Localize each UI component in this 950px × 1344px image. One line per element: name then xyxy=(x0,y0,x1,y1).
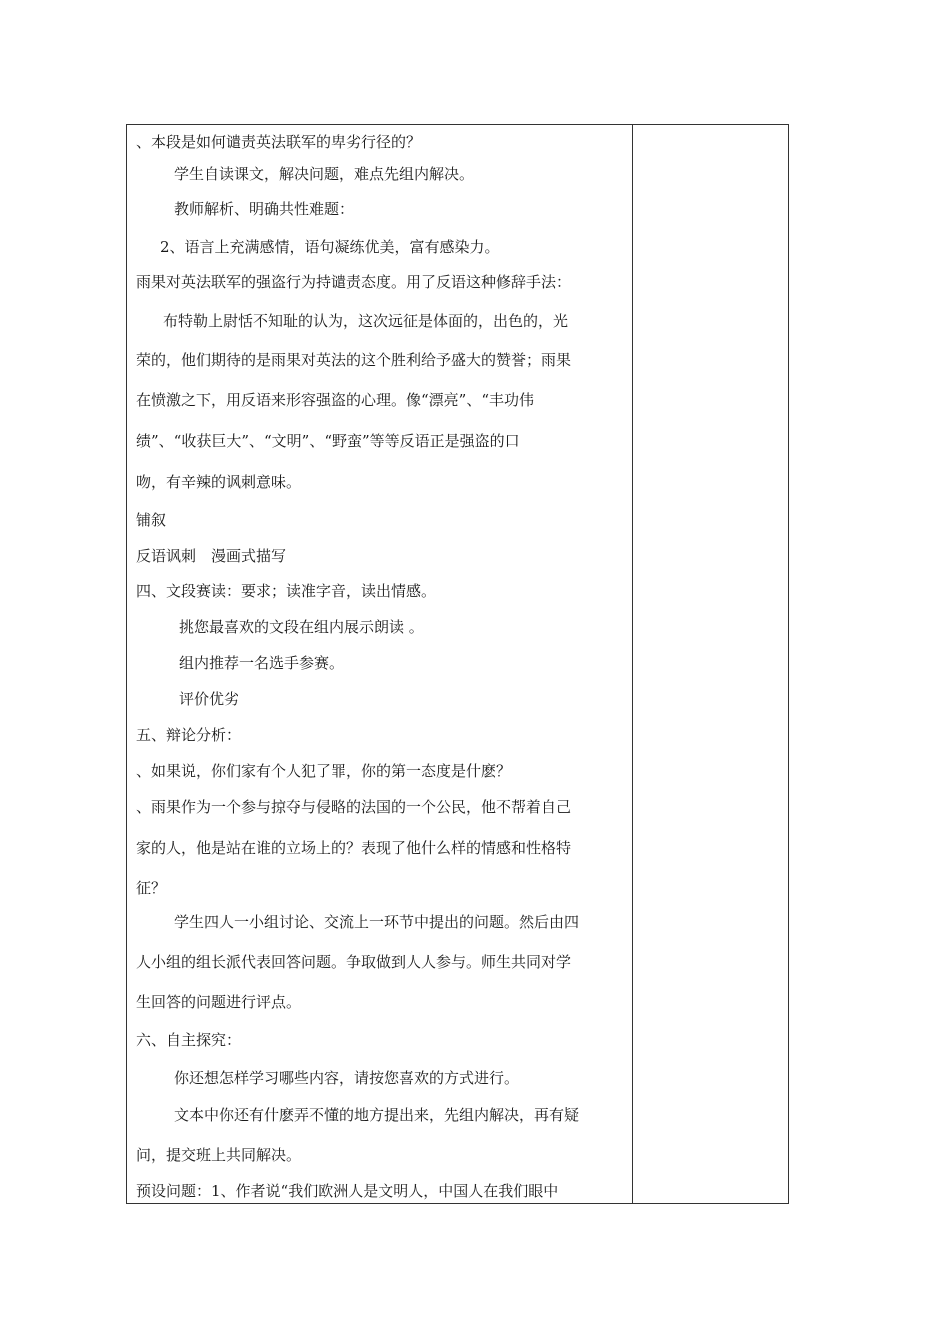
text-line: 布特勒上尉恬不知耻的认为，这次远征是体面的，出色的，光 xyxy=(163,312,569,330)
text-line: 预设问题：1、作者说“我们欧洲人是文明人，中国人在我们眼中 xyxy=(136,1182,559,1200)
text-line: 家的人，他是站在谁的立场上的？表现了他什么样的情感和性格特 xyxy=(136,839,572,857)
text-line: 评价优劣 xyxy=(179,690,240,708)
text-line: 征？ xyxy=(136,879,167,897)
text-line: 2、语言上充满感情，语句凝练优美，富有感染力。 xyxy=(160,238,500,256)
text-line: 四、文段赛读：要求；读准字音，读出情感。 xyxy=(136,582,437,600)
text-line: 在愤激之下，用反语来形容强盗的心理。像“漂亮”、“丰功伟 xyxy=(136,391,535,409)
text-line: 文本中你还有什麽弄不懂的地方提出来，先组内解决，再有疑 xyxy=(174,1106,580,1124)
text-line: 、本段是如何谴责英法联军的卑劣行径的？ xyxy=(136,133,422,151)
column-divider xyxy=(632,125,633,1203)
text-line: 绩”、“收获巨大”、“文明”、“野蛮”等等反语正是强盗的口 xyxy=(136,432,520,450)
text-line: 、雨果作为一个参与掠夺与侵略的法国的一个公民，他不帮着自己 xyxy=(136,798,572,816)
text-line: 吻，有辛辣的讽刺意味。 xyxy=(136,473,302,491)
text-line: 挑您最喜欢的文段在组内展示朗读 。 xyxy=(179,618,424,636)
text-line: 学生四人一小组讨论、交流上一环节中提出的问题。然后由四 xyxy=(174,913,580,931)
text-line: 荣的，他们期待的是雨果对英法的这个胜利给予盛大的赞誉；雨果 xyxy=(136,351,572,369)
text-line: 生回答的问题进行评点。 xyxy=(136,993,302,1011)
text-line: 教师解析、明确共性难题： xyxy=(174,200,355,218)
lesson-table xyxy=(126,124,789,1204)
text-line: 雨果对英法联军的强盗行为持谴责态度。用了反语这种修辞手法： xyxy=(136,273,572,291)
text-line: 、如果说，你们家有个人犯了罪，你的第一态度是什麽？ xyxy=(136,762,512,780)
text-line: 你还想怎样学习哪些内容，请按您喜欢的方式进行。 xyxy=(174,1069,520,1087)
text-line: 五、辩论分析： xyxy=(136,726,242,744)
text-line: 问，提交班上共同解决。 xyxy=(136,1146,302,1164)
text-line: 反语讽刺 漫画式描写 xyxy=(136,547,287,565)
text-line: 学生自读课文，解决问题，难点先组内解决。 xyxy=(174,165,475,183)
text-line: 组内推荐一名选手参赛。 xyxy=(179,654,345,672)
text-line: 铺叙 xyxy=(136,511,167,529)
text-line: 六、自主探究： xyxy=(136,1031,242,1049)
text-line: 人小组的组长派代表回答问题。争取做到人人参与。师生共同对学 xyxy=(136,953,572,971)
